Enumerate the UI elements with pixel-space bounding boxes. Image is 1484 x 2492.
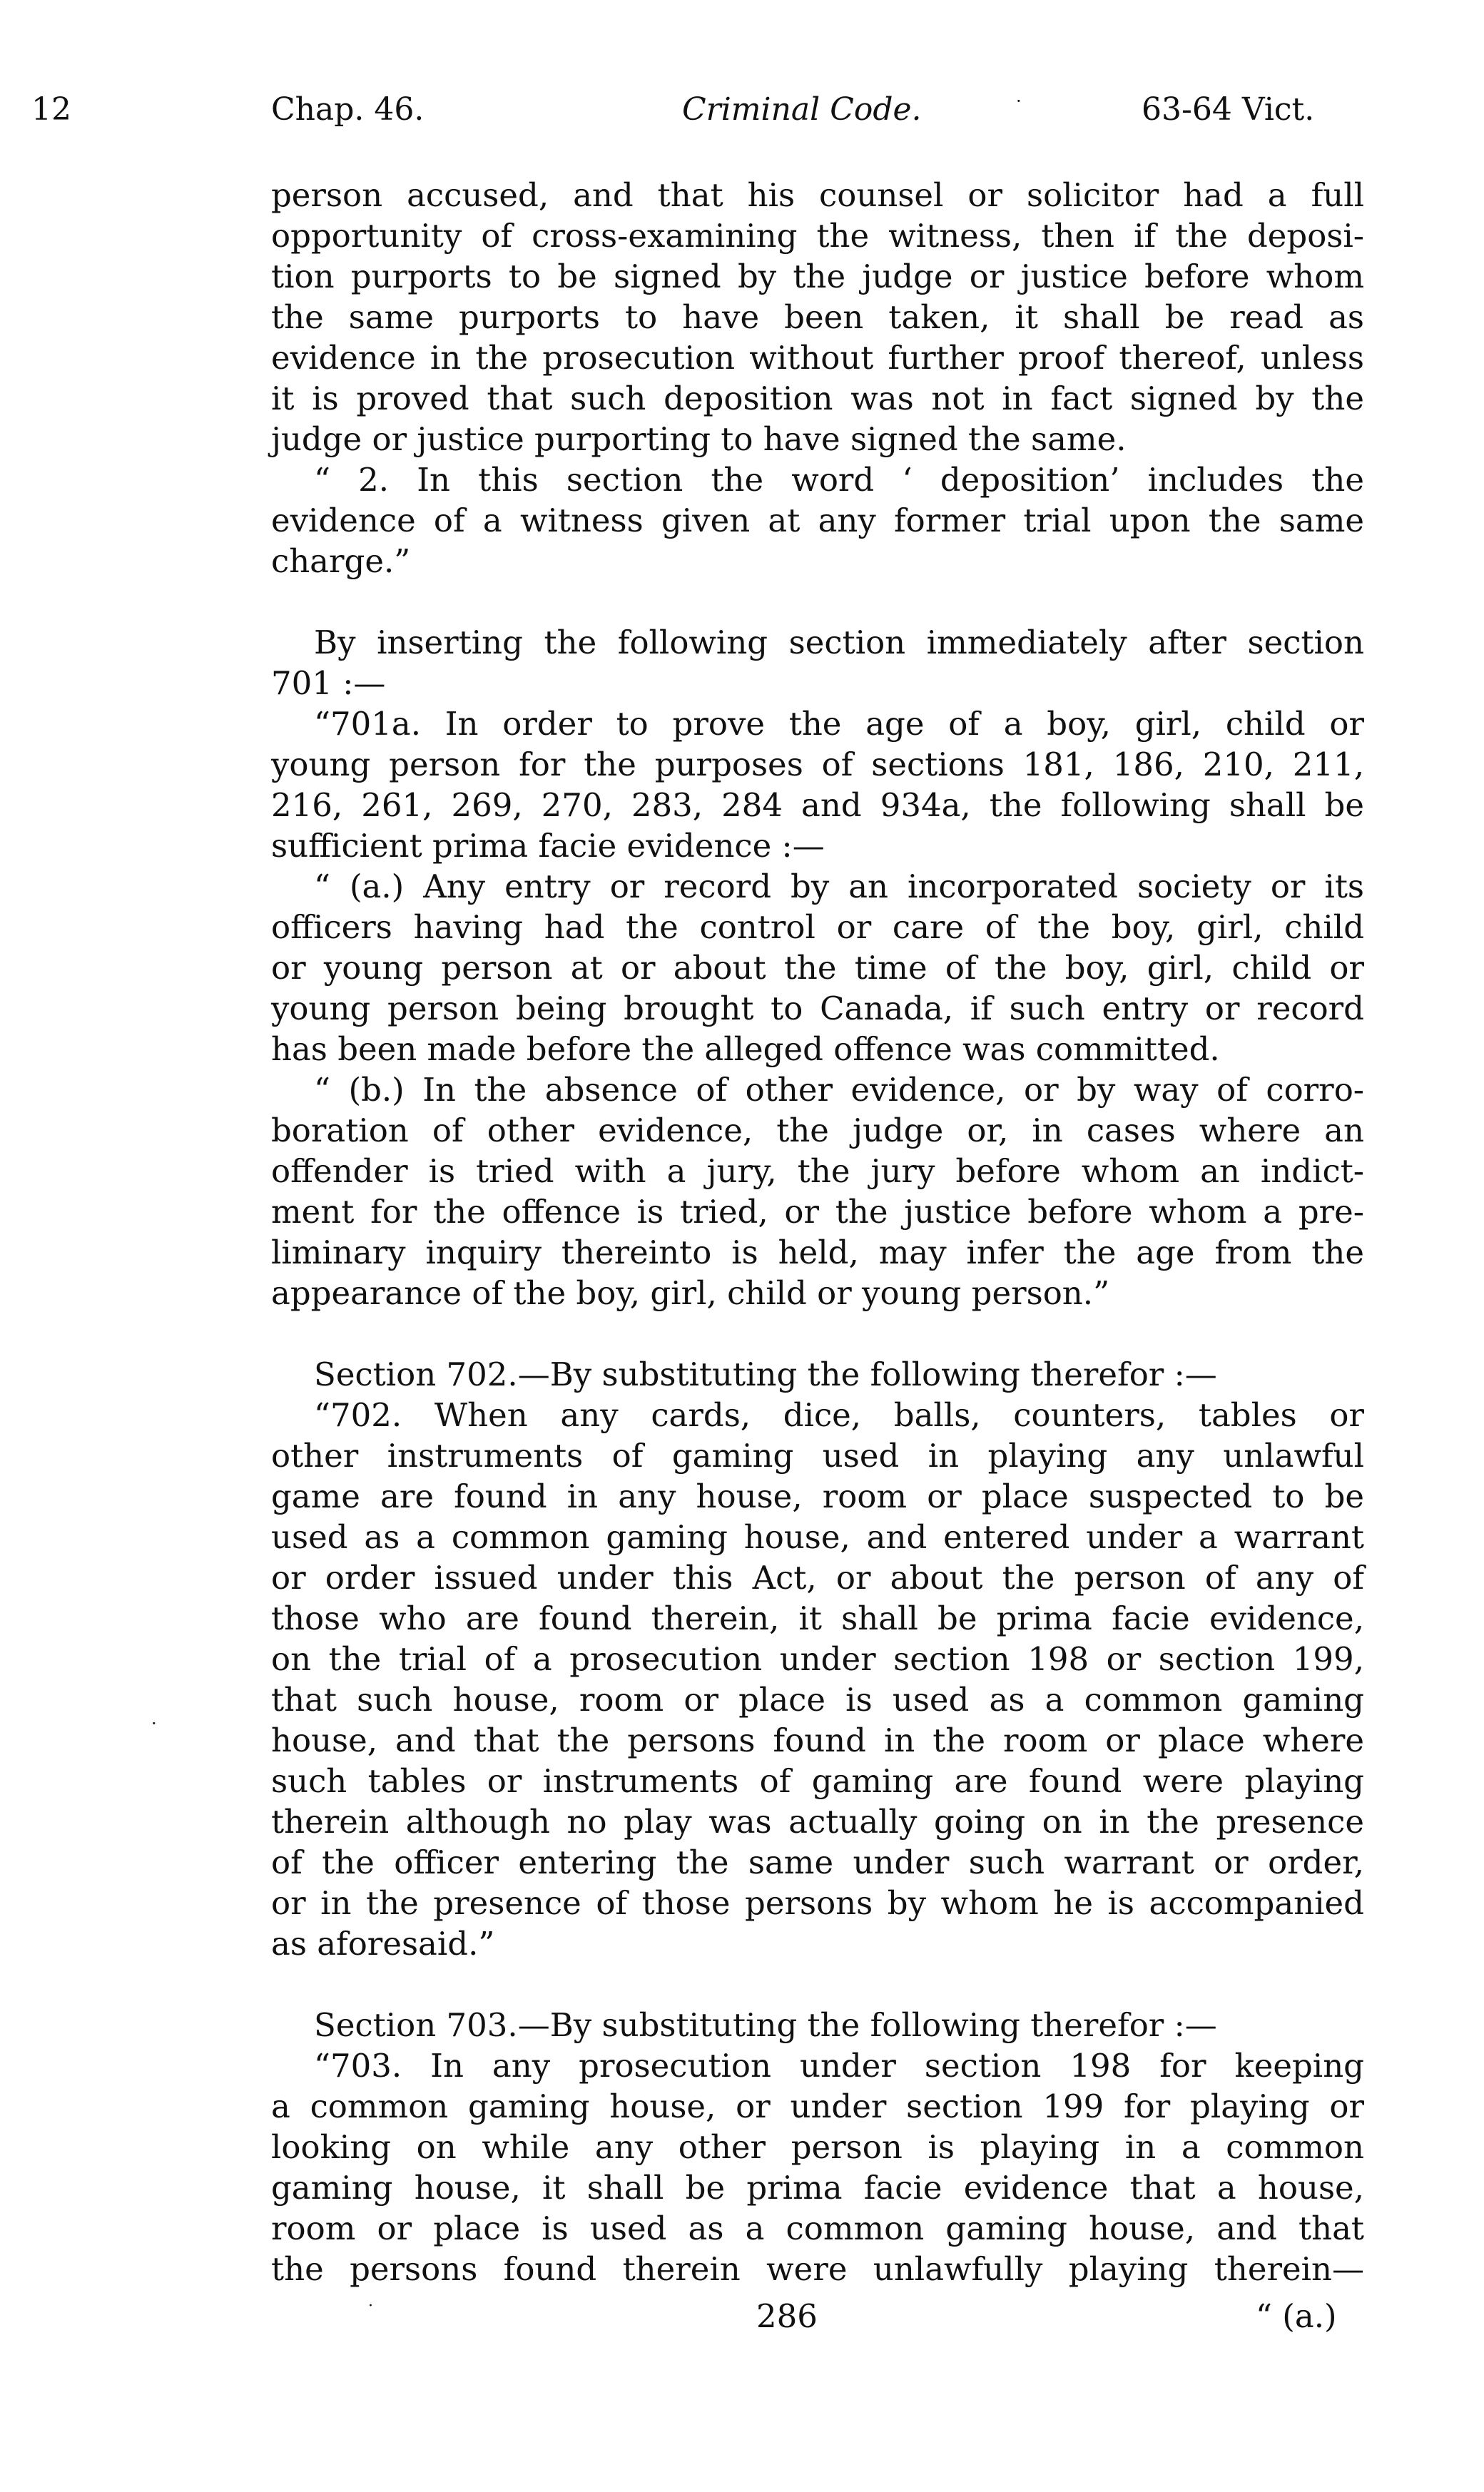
text-line: tion purports to be signed by the judge or justice before whom (271, 258, 1364, 295)
text-line: charge.” (271, 542, 411, 580)
text-line: looking on while any other person is playing in a common (271, 2128, 1364, 2166)
text-line: “ (a.) Any entry or record by an incorporated society or its (314, 868, 1364, 905)
stray-mark: · (151, 1714, 157, 1734)
paragraph-gap (271, 1313, 1364, 1354)
text-line: or order issued under this Act, or about the person of any of (271, 1559, 1364, 1597)
text-line: on the trial of a prosecution under section 198 or section 199, (271, 1640, 1364, 1678)
text-line: opportunity of cross-examining the witness, then if the deposi- (271, 217, 1364, 255)
page-number: 12 (31, 91, 71, 128)
text-line: has been made before the alleged offence was committed. (271, 1030, 1220, 1068)
text-line: 216, 261, 269, 270, 283, 284 and 934a, the following shall be (271, 786, 1364, 824)
text-line: evidence of a witness given at any former trial upon the same (271, 502, 1364, 539)
text-line: therein although no play was actually going on in the presence (271, 1803, 1364, 1841)
text-line: other instruments of gaming used in playing any unlawful (271, 1437, 1364, 1475)
section-heading-702: Section 702.—By substituting the following therefor :— (314, 1356, 1217, 1393)
regnal-year: 63-64 Vict. (1142, 91, 1315, 128)
section-heading-701a: “701a. In order to prove the age of a boy, girl, child or (314, 705, 1364, 743)
text-line: person accused, and that his counsel or solicitor had a full (271, 176, 1364, 214)
text-line: a common gaming house, or under section 199 for playing or (271, 2087, 1364, 2125)
text-line: young person being brought to Canada, if such entry or record (271, 990, 1364, 1027)
paragraph-gap (271, 581, 1364, 622)
catchword: “ (a.) (1256, 2297, 1337, 2335)
text-line: liminary inquiry thereinto is held, may infer the age from the (271, 1234, 1364, 1271)
text-line: that such house, room or place is used as a common gaming (271, 1681, 1364, 1719)
body-text (271, 175, 1364, 2289)
text-line: room or place is used as a common gaming house, and that (271, 2209, 1364, 2247)
text-line: judge or justice purporting to have signed the same. (271, 420, 1127, 458)
text-line: gaming house, it shall be prima facie evidence that a house, (271, 2169, 1364, 2207)
page-footer (0, 2297, 1484, 2347)
text-line: used as a common gaming house, and entered under a warrant (271, 1518, 1364, 1556)
text-line: By inserting the following section immediately after section (314, 624, 1364, 661)
text-line: as aforesaid.” (271, 1925, 495, 1963)
text-line: those who are found therein, it shall be prima facie evidence, (271, 1600, 1364, 1637)
text-line: such tables or instruments of gaming are found were playing (271, 1762, 1364, 1800)
stray-mark: · (368, 2297, 373, 2315)
text-line: it is proved that such deposition was not in fact signed by the (271, 380, 1364, 417)
chapter-label: Chap. 46. (271, 91, 425, 128)
text-line: officers having had the control or care of the boy, girl, child (271, 908, 1364, 946)
section-heading-703: Section 703.—By substituting the following therefor :— (314, 2006, 1217, 2044)
text-line: boration of other evidence, the judge or, in cases where an (271, 1112, 1364, 1149)
text-line: “702. When any cards, dice, balls, counters, tables or (314, 1396, 1364, 1434)
text-line: game are found in any house, room or place suspected to be (271, 1478, 1364, 1515)
paragraph-gap (271, 1964, 1364, 2005)
text-line: sufficient prima facie evidence :— (271, 827, 825, 865)
stray-mark: · (1016, 91, 1022, 111)
text-line: ment for the offence is tried, or the justice before whom a pre- (271, 1193, 1364, 1231)
text-line: house, and that the persons found in the room or place where (271, 1721, 1364, 1759)
text-line: offender is tried with a jury, the jury before whom an indict- (271, 1152, 1364, 1190)
text-line: evidence in the prosecution without further proof thereof, unless (271, 339, 1364, 377)
text-line: or in the presence of those persons by whom he is accompanied (271, 1884, 1364, 1922)
footer-page-number: 286 (756, 2297, 818, 2335)
running-title: Criminal Code. (682, 91, 922, 128)
text-line: of the officer entering the same under such warrant or order, (271, 1843, 1364, 1881)
text-line: “703. In any prosecution under section 198 for keeping (314, 2047, 1364, 2085)
text-line: the same purports to have been taken, it shall be read as (271, 298, 1364, 336)
text-line: appearance of the boy, girl, child or young person.” (271, 1274, 1110, 1312)
text-line: 701 :— (271, 664, 386, 702)
text-line: the persons found therein were unlawfully playing therein— (271, 2250, 1364, 2288)
text-line: “ 2. In this section the word ‘ deposition’ includes the (314, 461, 1364, 499)
text-line: “ (b.) In the absence of other evidence, or by way of corro- (314, 1071, 1364, 1109)
running-head (0, 91, 1484, 141)
text-line: or young person at or about the time of the boy, girl, child or (271, 949, 1364, 987)
text-line: young person for the purposes of sections 181, 186, 210, 211, (271, 746, 1364, 783)
